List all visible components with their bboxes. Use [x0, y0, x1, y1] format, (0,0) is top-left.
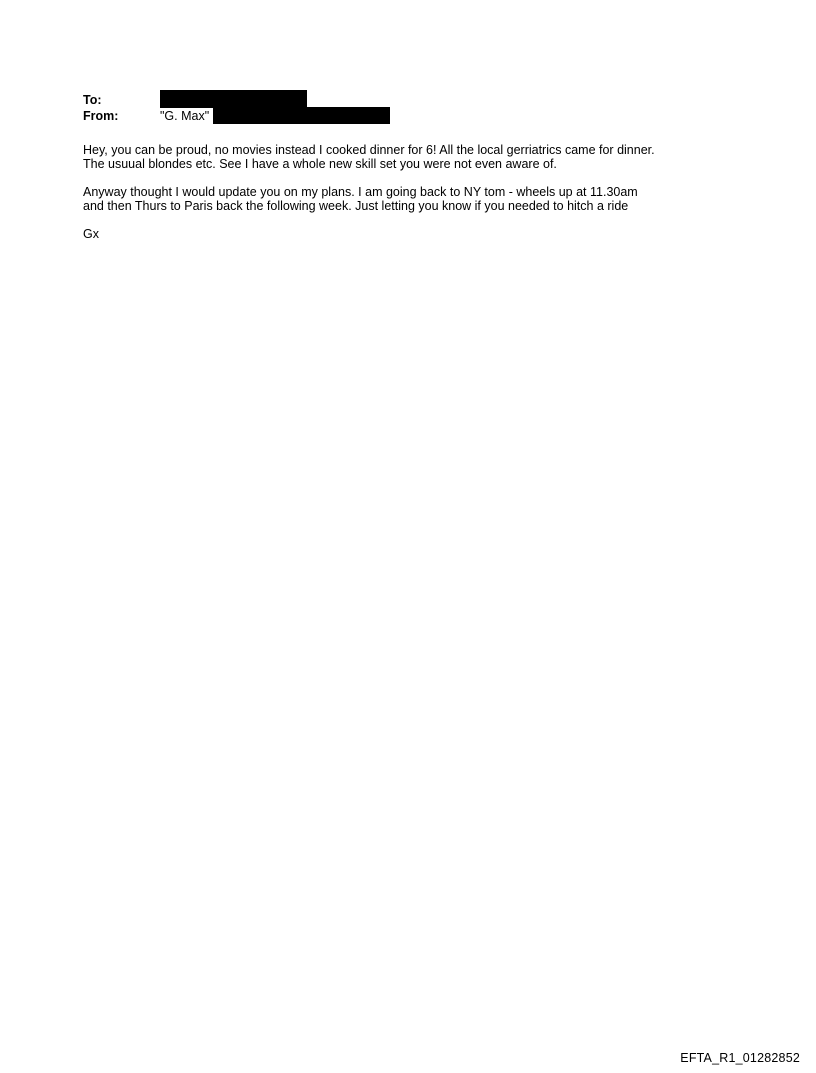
email-body — [83, 143, 743, 241]
signoff: Gx — [83, 227, 99, 241]
body-line: Hey, you can be proud, no movies instead I cooked dinner for 6! All the local gerriatrics came for dinner. — [83, 143, 655, 157]
from-value: "G. Max" — [160, 109, 210, 123]
bates-number: EFTA_R1_01282852 — [680, 1051, 800, 1065]
body-line: Anyway thought I would update you on my plans. I am going back to NY tom - wheels up at 11.30am — [83, 185, 638, 199]
body-paragraph-2 — [83, 185, 743, 213]
from-redaction-block — [213, 107, 390, 124]
body-paragraph-1 — [83, 143, 743, 171]
to-redaction-block — [160, 90, 307, 108]
body-line: The usuual blondes etc. See I have a whole new skill set you were not even aware of. — [83, 157, 557, 171]
body-line: and then Thurs to Paris back the following week. Just letting you know if you needed to hitch a ride — [83, 199, 629, 213]
from-label: From: — [83, 109, 119, 123]
to-label: To: — [83, 93, 102, 107]
